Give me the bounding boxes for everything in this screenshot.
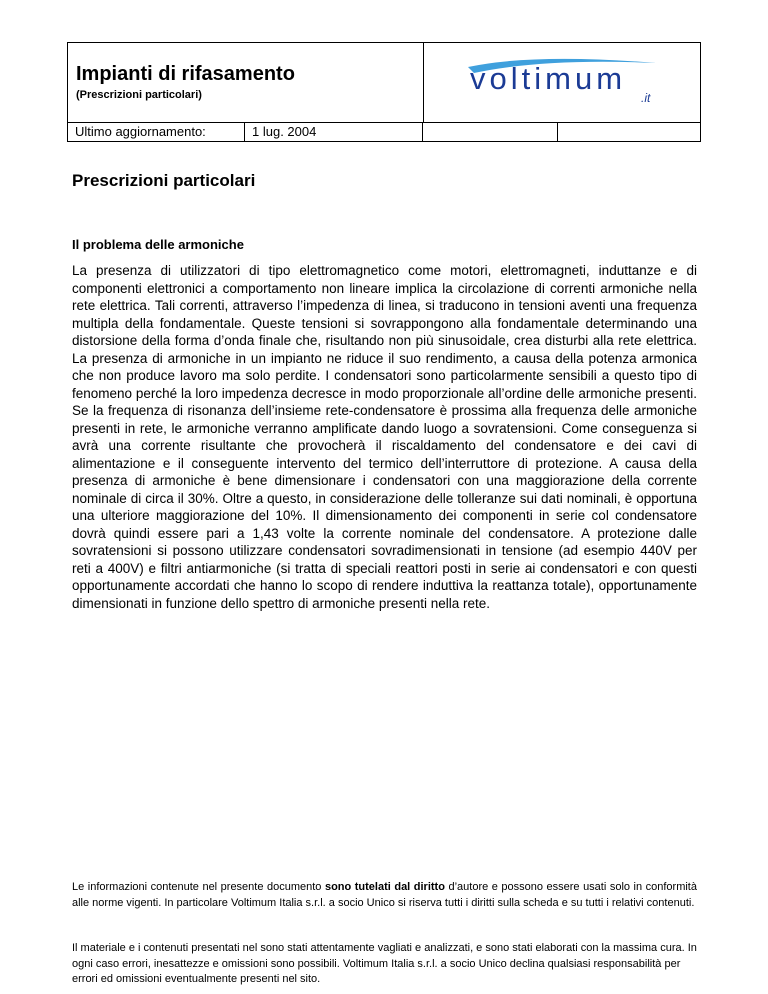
update-date: 1 lug. 2004 [245, 122, 423, 141]
empty-cell [423, 122, 558, 141]
document-header-table [67, 42, 701, 142]
header-update-row [68, 122, 700, 141]
footer-text: Le informazioni contenute nel presente documento [72, 881, 325, 893]
voltimum-logo [424, 43, 700, 122]
header-title-cell [68, 43, 424, 122]
header-top-row [68, 43, 700, 123]
logo-suffix: .it [641, 91, 651, 105]
logo-wordmark: voltimum [470, 61, 627, 96]
update-label: Ultimo aggiornamento: [68, 122, 245, 141]
footer-bold-text: sono tutelati dal diritto [324, 881, 445, 893]
footer-copyright-note [72, 880, 697, 911]
document-title: Impianti di rifasamento [76, 63, 295, 85]
section-title: Prescrizioni particolari [72, 171, 256, 190]
footer-text: d’autore e possono essere usati solo in conformità alle norme vigenti. In particolare Voltimum Italia s.r.l. a socio Unico si riserva tutti i diritti sulla scheda e su tutti i relativi contenuti. [72, 881, 697, 909]
logo-cell [424, 43, 700, 122]
footer-disclaimer: Il materiale e i contenuti presentati nel sono stati attentamente vagliati e analizzati, e sono stati elaborati con la massima cura. In ogni caso errori, inesattezze e omissioni sono possibili. Voltimum Italia s.r.l. a socio Unico declina qualsiasi responsabilità per errori ed omissioni eventualmente presenti nel sito. [72, 942, 697, 985]
body-paragraph: La presenza di utilizzatori di tipo elettromagnetico come motori, elettromagneti, induttanze e di componenti elettronici a comportamento non lineare implica la circolazione di correnti armoniche nella rete elettrica. Tali correnti, attraverso l’impedenza di linea, si traducono in tensioni aventi una frequenza multipla della fondamentale. Queste tensioni si sovrappongono alla fondamentale determinando una distorsione della forma d’onda finale che, risultando non più sinusoidale, crea disturbi alla rete elettrica. La presenza di armoniche in un impianto ne riduce il suo rendimento, a causa della potenza armonica che non produce lavoro ma solo perdite. I condensatori sono particolarmente sensibili a questo tipo di fenomeno perché la loro impedenza decresce in modo proporzionale all’ordine delle armoniche presenti. Se la frequenza di risonanza dell’insieme rete-condensatore è prossima alla frequenza delle armoniche presenti in rete, le armoniche verranno amplificate dando luogo a sovratensioni. Come conseguenza si avrà una corrente risultante che provocherà il riscaldamento del condensatore e dei cavi di alimentazione e il conseguente intervento del termico dell’interruttore di protezione. A causa della presenza di armoniche è bene dimensionare i condensatori con una maggiorazione della corrente nominale di circa il 30%. Oltre a questo, in considerazione delle tolleranze sui dati nominali, è opportuna una ulteriore maggiorazione del 10%. Il dimensionamento dei componenti in serie col condensatore dovrà quindi essere pari a 1,43 volte la corrente nominale del condensatore. A protezione dalle sovratensioni si possono utilizzare condensatori sovradimensionati in tensione (ad esempio 440V per reti a 400V) e filtri antiarmoniche (si tratta di speciali reattori posti in serie ai condensatori e con questi opportunamente accordati che hanno lo scopo di rendere induttiva la reattanza totale), opportunamente dimensionati in funzione dello spettro di armoniche presenti nella rete. [72, 263, 697, 611]
document-subtitle: (Prescrizioni particolari) [76, 89, 202, 101]
subsection-title: Il problema delle armoniche [72, 237, 244, 252]
empty-cell [558, 122, 700, 141]
